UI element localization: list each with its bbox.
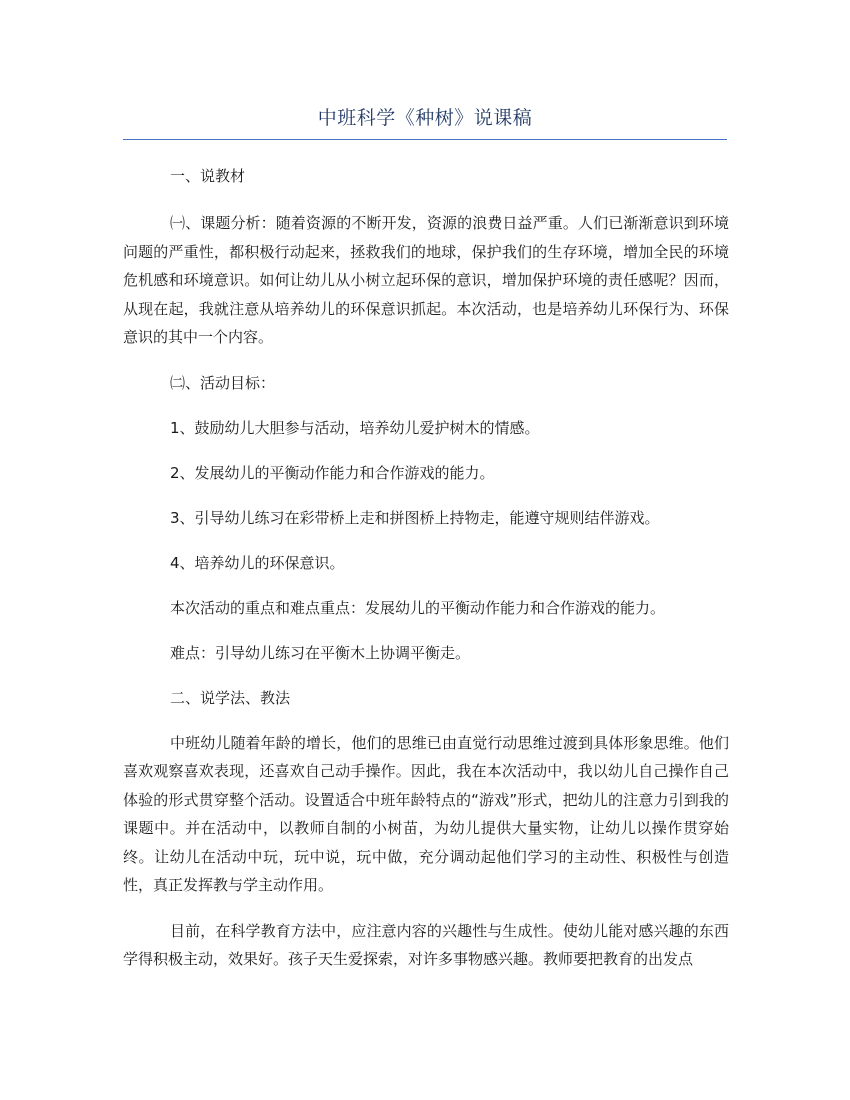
goal-item-4: 4、培养幼儿的环保意识。 <box>170 553 345 572</box>
paragraph-science-education: 目前，在科学教育方法中，应注意内容的兴趣性与生成性。使幼儿能对感兴趣的东西学得积极主动，效果好。孩子天生爱探索，对许多事物感兴趣。教师要把教育的出发点 <box>123 921 729 968</box>
document-title: 中班科学《种树》说课稿 <box>317 107 533 129</box>
paragraph-learning-methods: 中班幼儿随着年龄的增长，他们的思维已由直觉行动思维过渡到具体形象思维。他们喜欢观察喜欢表现，还喜欢自己动手操作。因此，我在本次活动中，我以幼儿自己操作自己体验的形式贯穿整个活动。设置适合中班年龄特点的“游戏”形式，把幼儿的注意力引到我的课题中。并在活动中，以教师自制的小树苗，为幼儿提供大量实物，让幼儿以操作贯穿始终。让幼儿在活动中玩，玩中说，玩中做，充分调动起他们学习的主动性、积极性与创造性，真正发挥教与学主动作用。 <box>123 733 729 894</box>
paragraph-topic-analysis: ㈠、课题分析：随着资源的不断开发，资源的浪费日益严重。人们已渐渐意识到环境问题的严重性，都积极行动起来，拯救我们的地球，保护我们的生存环境，增加全民的环境危机感和环境意识。如何让幼儿从小树立起环保的意识，增加保护环境的责任感呢？因而，从现在起，我就注意从培养幼儿的环保意识抓起。本次活动，也是培养幼儿环保行为、环保意识的其中一个内容。 <box>123 214 729 346</box>
goal-item-1: 1、鼓励幼儿大胆参与活动，培养幼儿爱护树木的情感。 <box>170 418 540 437</box>
title-underline <box>123 139 727 140</box>
goal-item-3: 3、引导幼儿练习在彩带桥上走和拼图桥上持物走，能遵守规则结伴游戏。 <box>170 508 660 527</box>
subheading-activity-goals: ㈡、活动目标： <box>170 373 276 392</box>
goal-item-2: 2、发展幼儿的平衡动作能力和合作游戏的能力。 <box>170 463 495 482</box>
section-heading-methods: 二、说学法、教法 <box>170 688 291 707</box>
section-heading-textbook: 一、说教材 <box>170 167 246 185</box>
key-points-line: 本次活动的重点和难点重点：发展幼儿的平衡动作能力和合作游戏的能力。 <box>170 598 666 617</box>
difficulty-line: 难点：引导幼儿练习在平衡木上协调平衡走。 <box>170 643 471 662</box>
document-body <box>123 162 729 974</box>
